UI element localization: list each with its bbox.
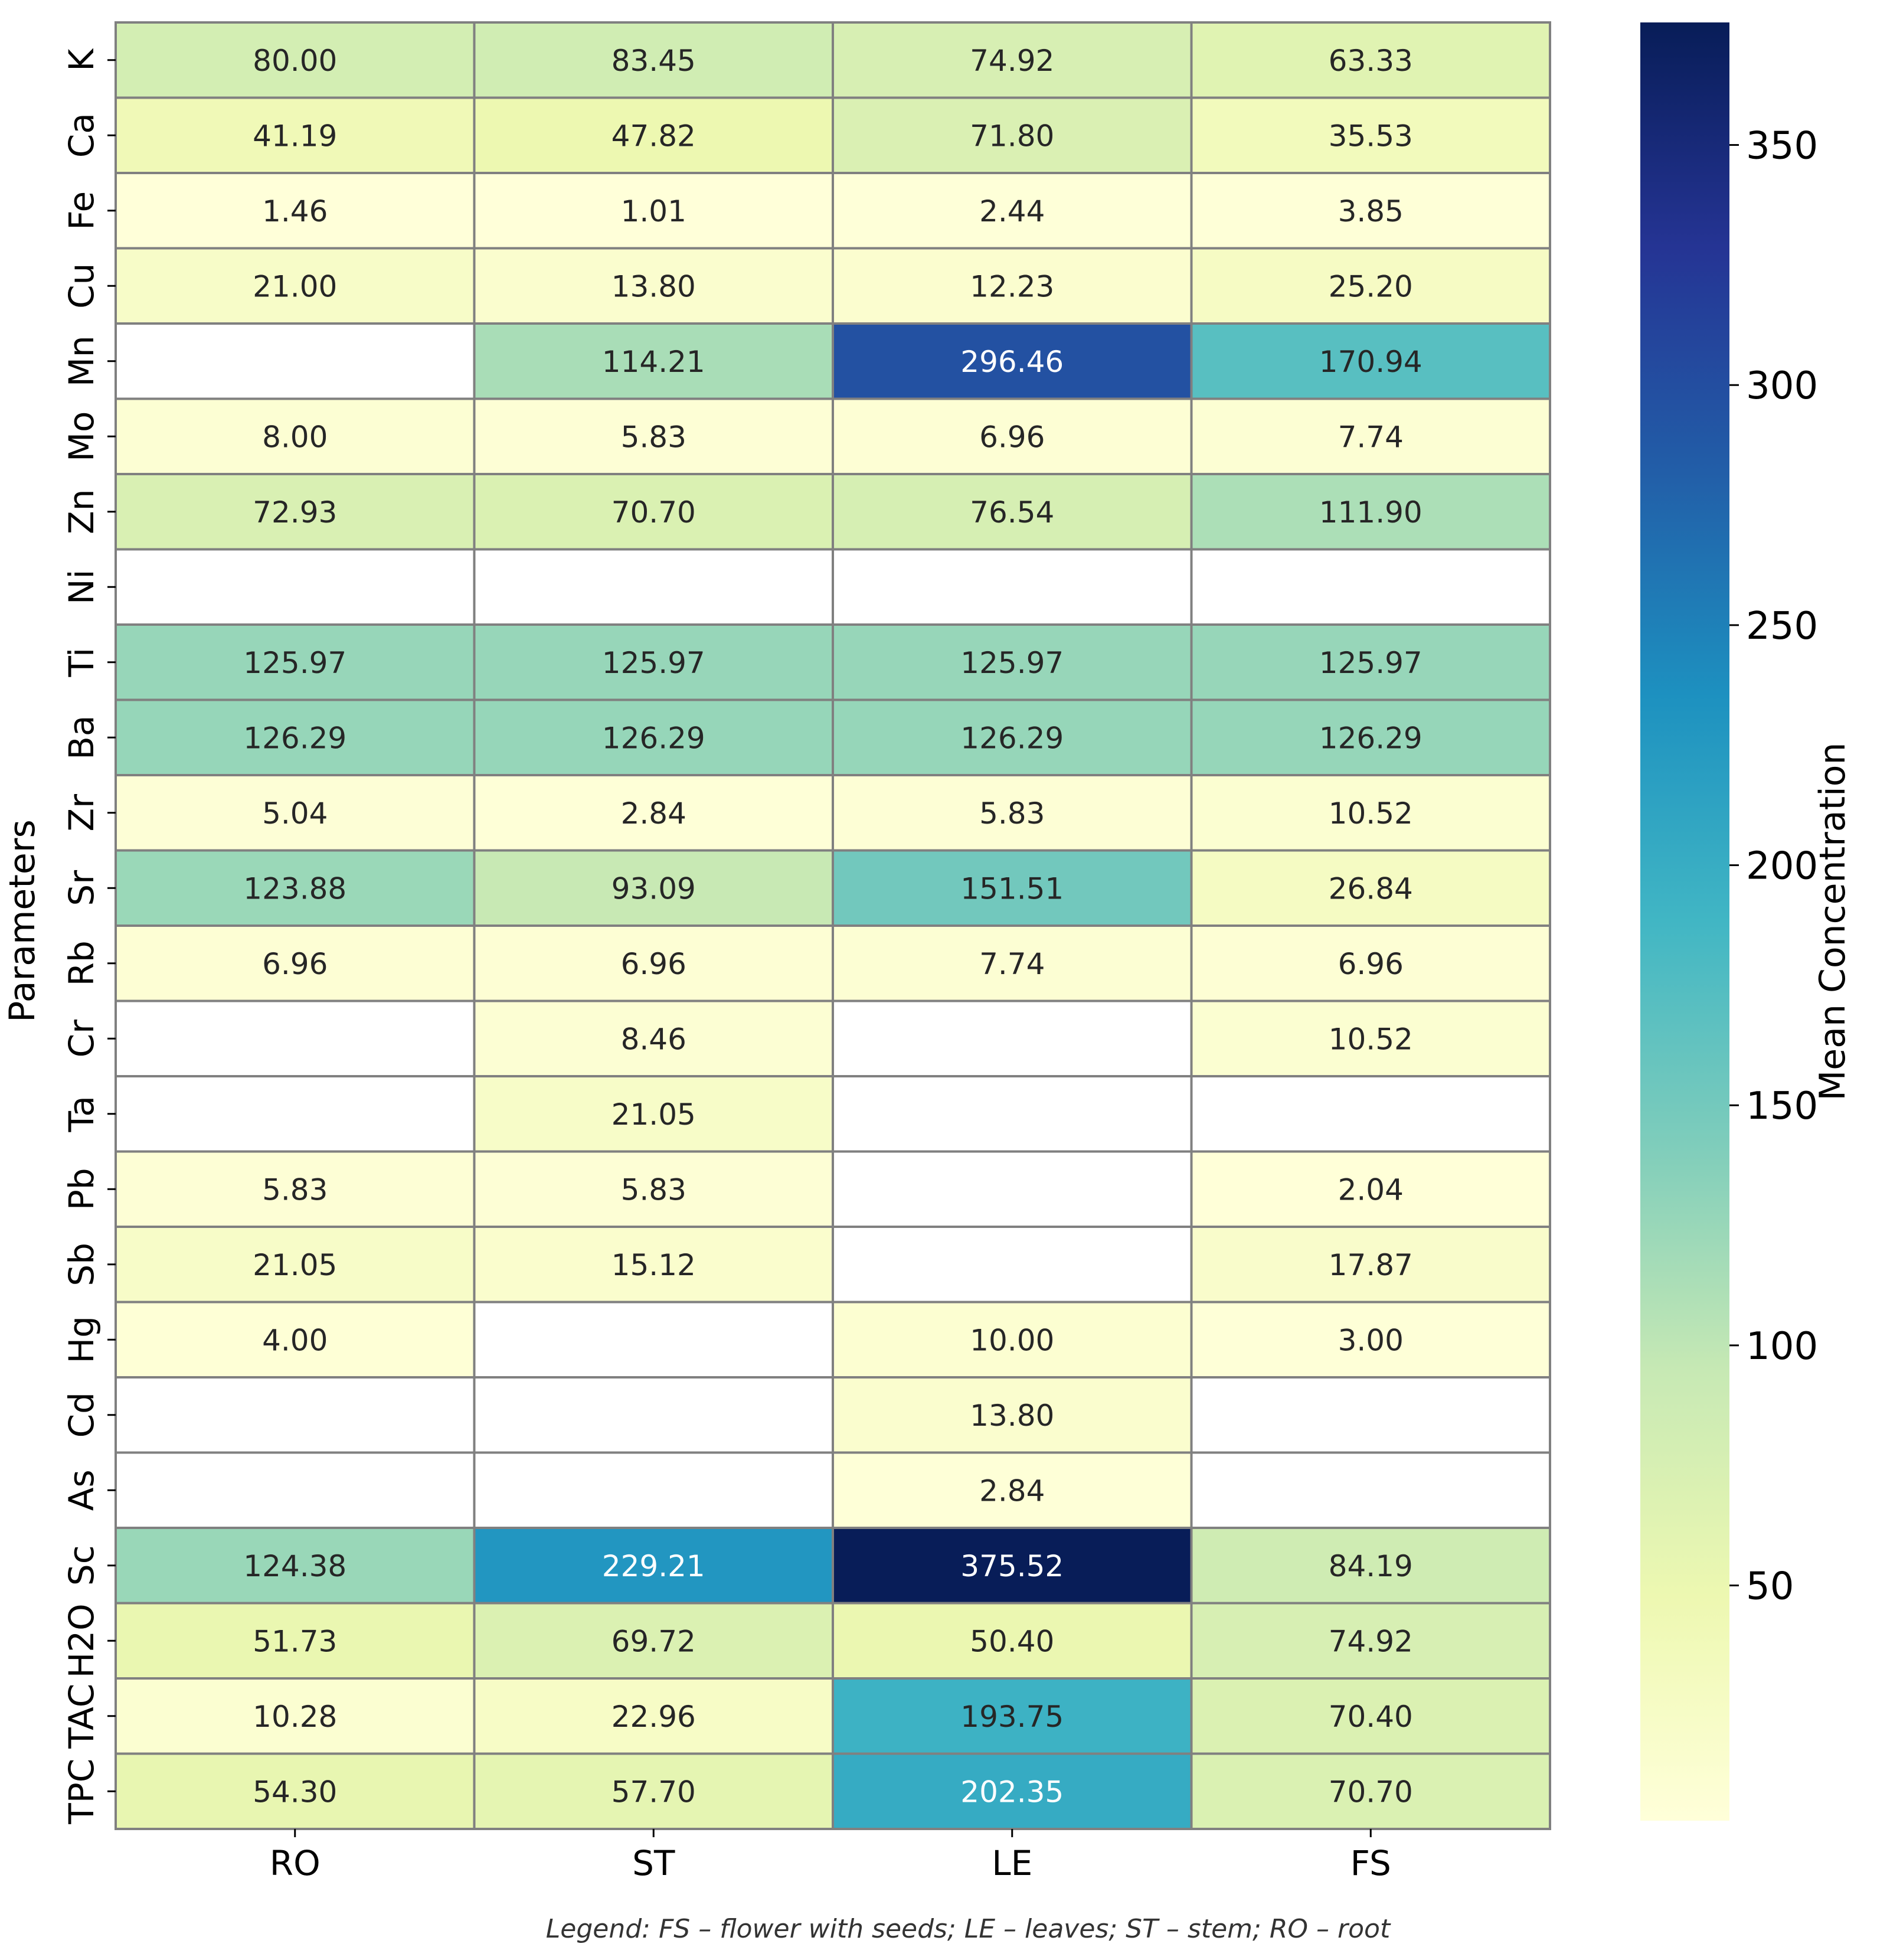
- y-tick-label-Hg: Hg: [61, 1316, 102, 1364]
- cell-value-label: 2.84: [620, 796, 686, 831]
- cell-value-label: 3.85: [1338, 194, 1404, 228]
- y-tick-label-Sc: Sc: [61, 1545, 102, 1586]
- colorbar-ticks: [1729, 125, 1818, 1609]
- cell-value-label: 125.97: [601, 645, 705, 680]
- heatmap-cell-Ni-LE: [833, 550, 1192, 625]
- colorbar-label: Mean Concentration: [1812, 742, 1853, 1101]
- heatmap-cell-As-RO: [116, 1453, 475, 1528]
- cell-value-label: 126.29: [1319, 721, 1423, 756]
- y-tick-label-Ca: Ca: [61, 113, 102, 158]
- heatmap-cell-Pb-LE: [833, 1152, 1192, 1227]
- cell-value-label: 51.73: [253, 1624, 338, 1659]
- cell-value-label: 57.70: [611, 1775, 696, 1809]
- cell-value-label: 125.97: [243, 645, 347, 680]
- cell-value-label: 10.52: [1328, 1022, 1413, 1057]
- cell-value-label: 70.70: [1328, 1775, 1413, 1809]
- cell-value-label: 74.92: [1328, 1624, 1413, 1659]
- cell-value-label: 70.40: [1328, 1699, 1413, 1734]
- cell-value-label: 50.40: [970, 1624, 1055, 1659]
- colorbar-tick-label: 350: [1746, 124, 1819, 168]
- cell-value-label: 6.96: [979, 420, 1045, 455]
- y-tick-label-Ta: Ta: [61, 1096, 102, 1132]
- cell-value-label: 12.23: [970, 269, 1055, 304]
- cell-value-label: 6.96: [262, 946, 328, 981]
- y-tick-label-Mo: Mo: [61, 411, 102, 462]
- cell-value-label: 229.21: [601, 1549, 705, 1583]
- cell-value-label: 123.88: [243, 871, 347, 906]
- heatmap-cell-Mn-RO: [116, 324, 475, 399]
- cell-value-label: 21.05: [253, 1247, 338, 1282]
- cell-value-label: 2.04: [1338, 1172, 1404, 1207]
- cell-value-label: 126.29: [243, 721, 347, 756]
- cell-value-label: 13.80: [611, 269, 696, 304]
- heatmap-cell-Cr-RO: [116, 1001, 475, 1077]
- cell-value-label: 126.29: [960, 721, 1064, 756]
- heatmap-cells: [116, 22, 1550, 1829]
- cell-value-label: 69.72: [611, 1624, 696, 1659]
- cell-value-label: 54.30: [253, 1775, 338, 1809]
- heatmap-cell-Ni-RO: [116, 550, 475, 625]
- cell-value-label: 5.83: [620, 420, 686, 455]
- cell-value-label: 21.05: [611, 1097, 696, 1132]
- y-tick-label-Rb: Rb: [61, 940, 102, 986]
- y-tick-label-Ti: Ti: [61, 647, 102, 677]
- cell-value-label: 296.46: [960, 344, 1064, 379]
- cell-value-label: 5.83: [979, 796, 1045, 831]
- cell-value-label: 76.54: [970, 495, 1055, 530]
- cell-value-label: 5.83: [262, 1172, 328, 1207]
- cell-value-label: 125.97: [1319, 645, 1423, 680]
- heatmap-cell-Cd-FS: [1192, 1377, 1551, 1453]
- heatmap-cell-Ta-FS: [1192, 1076, 1551, 1152]
- cell-value-label: 21.00: [253, 269, 338, 304]
- heatmap-cell-Ni-ST: [475, 550, 833, 625]
- cell-value-label: 13.80: [970, 1398, 1055, 1433]
- cell-value-label: 72.93: [253, 495, 338, 530]
- heatmap-cell-Ni-FS: [1192, 550, 1551, 625]
- y-tick-label-TPC: TPC: [61, 1758, 102, 1824]
- colorbar-tick-label: 250: [1746, 604, 1819, 648]
- cell-value-label: 10.00: [970, 1323, 1055, 1358]
- heatmap-cell-Ta-LE: [833, 1076, 1192, 1152]
- cell-value-label: 3.00: [1338, 1323, 1404, 1358]
- y-tick-label-Mn: Mn: [61, 335, 102, 387]
- cell-value-label: 126.29: [601, 721, 705, 756]
- cell-value-label: 6.96: [1338, 946, 1404, 981]
- cell-value-label: 22.96: [611, 1699, 696, 1734]
- colorbar: [1640, 22, 1729, 1821]
- y-tick-label-As: As: [61, 1469, 102, 1511]
- heatmap-cell-Ta-RO: [116, 1076, 475, 1152]
- y-tick-label-Cr: Cr: [61, 1020, 102, 1058]
- y-tick-label-Zr: Zr: [61, 793, 102, 832]
- y-axis-label: Parameters: [2, 819, 43, 1023]
- cell-value-label: 193.75: [960, 1699, 1064, 1734]
- cell-value-label: 25.20: [1328, 269, 1413, 304]
- y-tick-label-Cd: Cd: [61, 1392, 102, 1438]
- colorbar-tick-label: 300: [1746, 364, 1819, 409]
- cell-value-label: 151.51: [960, 871, 1064, 906]
- cell-value-label: 375.52: [960, 1549, 1064, 1583]
- cell-value-label: 2.84: [979, 1474, 1045, 1508]
- heatmap-cell-Sb-LE: [833, 1227, 1192, 1302]
- cell-value-label: 125.97: [960, 645, 1064, 680]
- cell-value-label: 7.74: [979, 946, 1045, 981]
- y-tick-label-Pb: Pb: [61, 1168, 102, 1211]
- heatmap-cell-As-ST: [475, 1453, 833, 1528]
- colorbar-tick-label: 150: [1746, 1084, 1819, 1129]
- cell-value-label: 10.28: [253, 1699, 338, 1734]
- cell-value-label: 26.84: [1328, 871, 1413, 906]
- y-tick-label-Ni: Ni: [61, 569, 102, 605]
- cell-value-label: 202.35: [960, 1775, 1064, 1809]
- cell-value-label: 170.94: [1319, 344, 1423, 379]
- cell-value-label: 80.00: [253, 43, 338, 78]
- cell-value-label: 15.12: [611, 1247, 696, 1282]
- y-tick-label-Zn: Zn: [61, 489, 102, 534]
- cell-value-label: 124.38: [243, 1549, 347, 1583]
- x-axis-ticks: [270, 1829, 1391, 1883]
- legend-note: Legend: FS – flower with seeds; LE – leaves; ST – stem; RO – root: [545, 1914, 1391, 1944]
- x-tick-label-FS: FS: [1350, 1843, 1391, 1883]
- cell-value-label: 111.90: [1319, 495, 1423, 530]
- y-tick-label-K: K: [61, 48, 102, 71]
- cell-value-label: 6.96: [620, 946, 686, 981]
- cell-value-label: 63.33: [1328, 43, 1413, 78]
- cell-value-label: 83.45: [611, 43, 696, 78]
- y-tick-label-TAC: TAC: [61, 1683, 102, 1749]
- cell-value-label: 8.46: [620, 1022, 686, 1057]
- cell-value-label: 71.80: [970, 119, 1055, 153]
- cell-value-label: 8.00: [262, 420, 328, 455]
- cell-value-label: 5.04: [262, 796, 328, 831]
- y-tick-label-Ba: Ba: [61, 715, 102, 760]
- y-tick-label-Cu: Cu: [61, 263, 102, 309]
- cell-value-label: 74.92: [970, 43, 1055, 78]
- y-tick-label-Fe: Fe: [61, 191, 102, 230]
- x-tick-label-RO: RO: [269, 1843, 321, 1883]
- colorbar-tick-label: 200: [1746, 844, 1819, 888]
- colorbar-tick-label: 100: [1746, 1324, 1819, 1368]
- y-tick-label-Sb: Sb: [61, 1242, 102, 1286]
- cell-value-label: 114.21: [601, 344, 705, 379]
- cell-value-label: 1.01: [620, 194, 686, 228]
- cell-value-label: 7.74: [1338, 420, 1404, 455]
- cell-value-label: 17.87: [1328, 1247, 1413, 1282]
- cell-value-label: 84.19: [1328, 1549, 1413, 1583]
- cell-value-label: 4.00: [262, 1323, 328, 1358]
- cell-value-label: 2.44: [979, 194, 1045, 228]
- x-tick-label-LE: LE: [992, 1843, 1033, 1883]
- x-tick-label-ST: ST: [632, 1843, 675, 1883]
- y-tick-label-Sr: Sr: [61, 870, 102, 906]
- cell-value-label: 47.82: [611, 119, 696, 153]
- cell-value-label: 1.46: [262, 194, 328, 228]
- cell-value-label: 41.19: [253, 119, 338, 153]
- cell-value-label: 10.52: [1328, 796, 1413, 831]
- heatmap-cell-Cd-ST: [475, 1377, 833, 1453]
- heatmap-cell-Cr-LE: [833, 1001, 1192, 1077]
- cell-value-label: 70.70: [611, 495, 696, 530]
- cell-value-label: 5.83: [620, 1172, 686, 1207]
- cell-value-label: 93.09: [611, 871, 696, 906]
- heatmap-cell-As-FS: [1192, 1453, 1551, 1528]
- colorbar-tick-label: 50: [1746, 1564, 1794, 1609]
- heatmap-cell-Hg-ST: [475, 1302, 833, 1378]
- y-axis-ticks: [61, 48, 116, 1825]
- heatmap-cell-Cd-RO: [116, 1377, 475, 1453]
- cell-value-label: 35.53: [1328, 119, 1413, 153]
- y-tick-label-H2O: H2O: [61, 1603, 102, 1678]
